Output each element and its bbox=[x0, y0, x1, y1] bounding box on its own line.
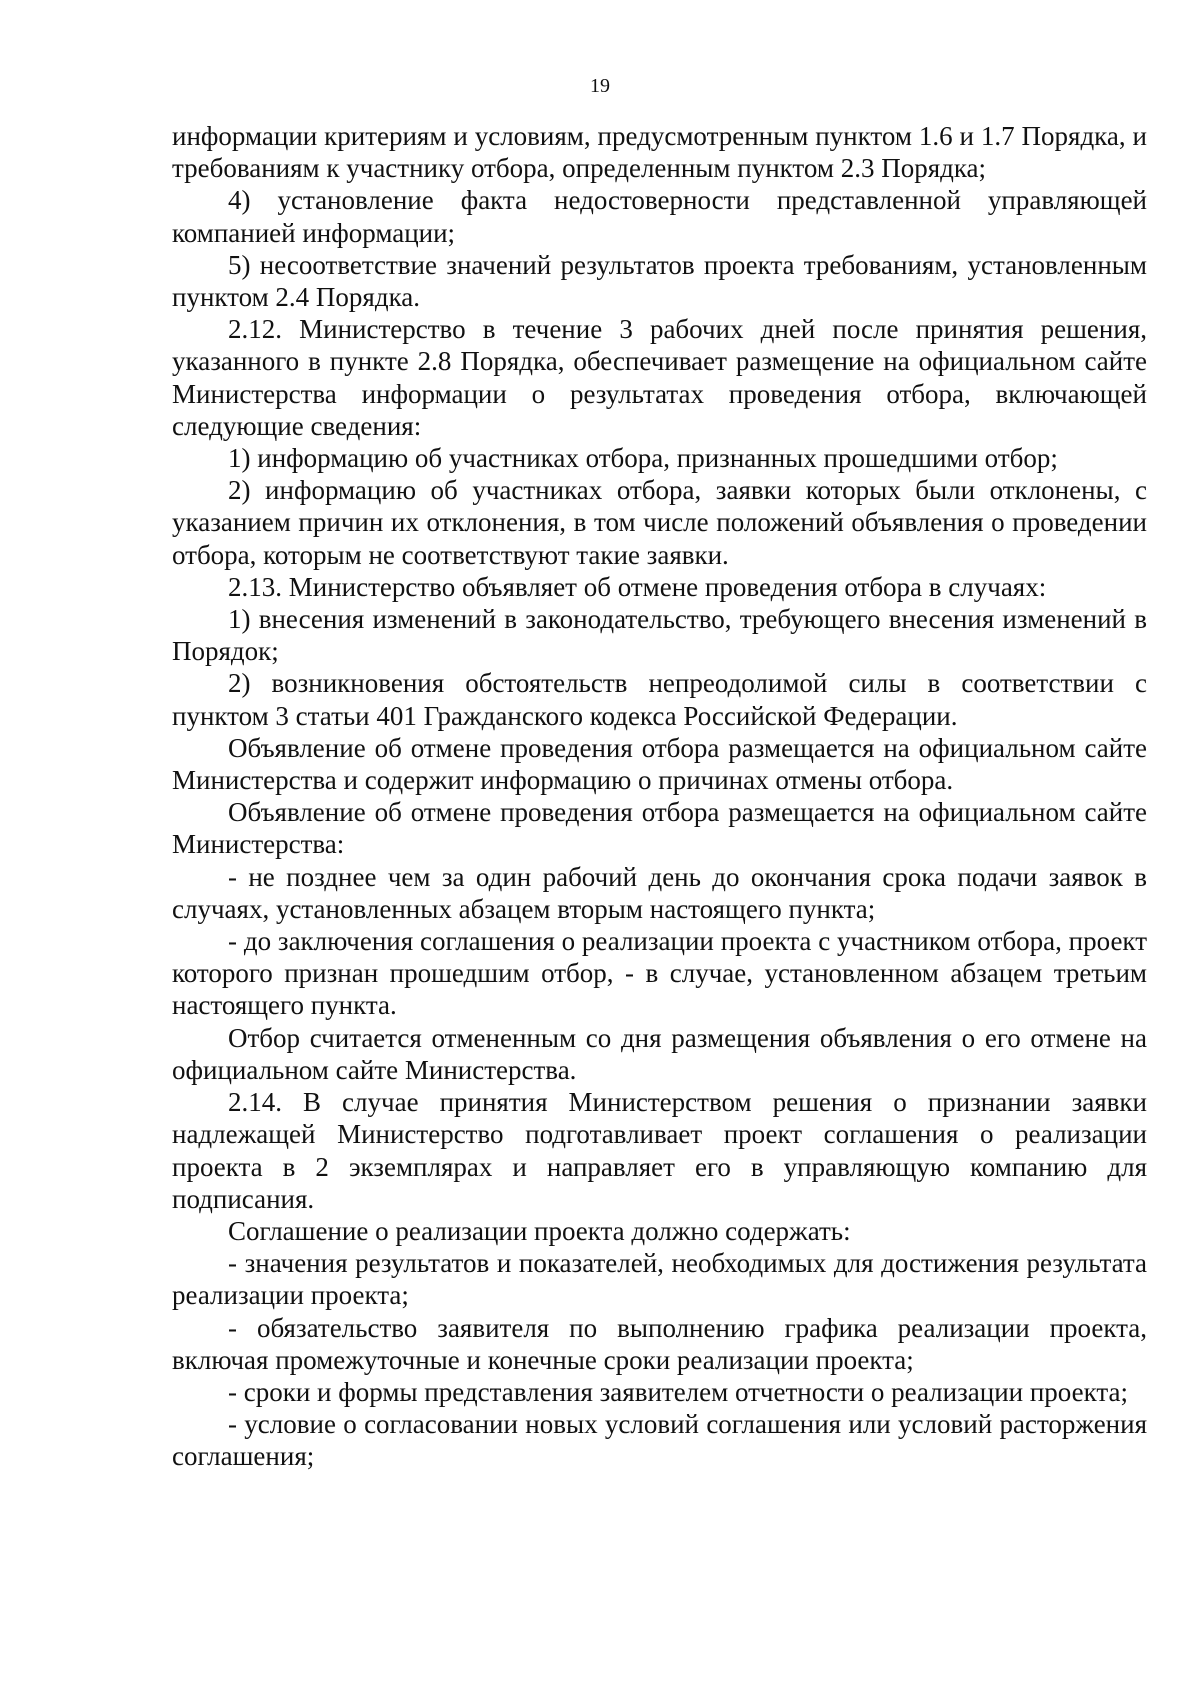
paragraph: 1) внесения изменений в законодательство, требующего внесения изменений в Порядок; bbox=[172, 604, 1147, 667]
paragraph: - значения результатов и показателей, необходимых для достижения результата реализации проекта; bbox=[172, 1248, 1147, 1311]
paragraph: 2.13. Министерство объявляет об отмене проведения отбора в случаях: bbox=[228, 571, 1047, 602]
paragraph: Отбор считается отмененным со дня размещения объявления о его отмене на официальном сайте Министерства. bbox=[172, 1022, 1147, 1085]
paragraph: - не позднее чем за один рабочий день до окончания срока подачи заявок в случаях, установленных абзацем вторым настоящего пункта; bbox=[172, 861, 1147, 924]
paragraph: - до заключения соглашения о реализации проекта с участником отбора, проект которого признан прошедшим отбор, - в случае, установленном абзацем третьим настоящего пункта. bbox=[172, 926, 1147, 1021]
paragraph: 2) информацию об участниках отбора, заявки которых были отклонены, с указанием причин их отклонения, в том числе положений объявления о проведении отбора, которым не соответствуют такие заявки. bbox=[172, 475, 1147, 570]
paragraph: 2) возникновения обстоятельств непреодолимой силы в соответствии с пунктом 3 статьи 401 Гражданского кодекса Российской Федерации. bbox=[172, 668, 1147, 731]
paragraph: Соглашение о реализации проекта должно содержать: bbox=[228, 1215, 851, 1246]
paragraph: 2.12. Министерство в течение 3 рабочих дней после принятия решения, указанного в пункте 2.8 Порядка, обеспечивает размещение на официальном сайте Министерства информации о результатах проведения отбора, включающей следующие сведения: bbox=[172, 314, 1147, 441]
paragraph: 1) информацию об участниках отбора, признанных прошедшими отбор; bbox=[228, 443, 1058, 474]
document-body bbox=[172, 120, 1147, 1473]
paragraph: 2.14. В случае принятия Министерством решения о признании заявки надлежащей Министерство подготавливает проект соглашения о реализации проекта в 2 экземплярах и направляет его в управляющую компанию для подписания. bbox=[172, 1087, 1147, 1214]
paragraph: Объявление об отмене проведения отбора размещается на официальном сайте Министерства: bbox=[172, 797, 1147, 860]
paragraph: информации критериям и условиям, предусмотренным пунктом 1.6 и 1.7 Порядка, и требованиям к участнику отбора, определенным пунктом 2.3 Порядка; bbox=[172, 121, 1147, 184]
page-number: 19 bbox=[590, 75, 610, 97]
paragraph: Объявление об отмене проведения отбора размещается на официальном сайте Министерства и содержит информацию о причинах отмены отбора. bbox=[172, 732, 1147, 796]
paragraph: - сроки и формы представления заявителем отчетности о реализации проекта; bbox=[228, 1376, 1128, 1407]
paragraph: 5) несоответствие значений результатов проекта требованиям, установленным пунктом 2.4 Порядка. bbox=[172, 249, 1147, 313]
paragraph: - обязательство заявителя по выполнению графика реализации проекта, включая промежуточные и конечные сроки реализации проекта; bbox=[172, 1312, 1147, 1375]
paragraph: 4) установление факта недостоверности представленной управляющей компанией информации; bbox=[172, 185, 1147, 248]
paragraph: - условие о согласовании новых условий соглашения или условий расторжения соглашения; bbox=[172, 1409, 1147, 1472]
